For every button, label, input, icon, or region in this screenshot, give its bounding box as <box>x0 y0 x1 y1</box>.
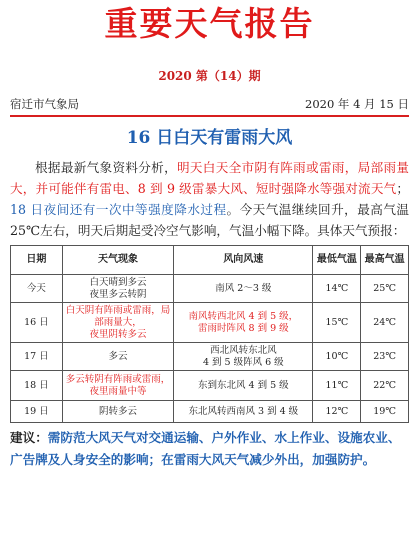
wind-cell: 南风转西北风 4 到 5 级， 雷雨时阵风 8 到 9 级 <box>174 303 313 343</box>
table-row <box>11 401 409 423</box>
date-cell: 今天 <box>11 275 63 303</box>
issue-date: 2020 年 4 月 15 日 <box>305 97 409 111</box>
table-row <box>11 343 409 371</box>
summary-paragraph <box>10 157 409 241</box>
wind-cell: 东到东北风 4 到 5 级 <box>174 371 313 401</box>
advice-label: 建议： <box>10 430 48 445</box>
summary-red-text: 明天白天全市阴有阵雨或雷雨，局部雨量大，并可能伴有雷电、8 到 9 级雷暴大风、短时强降水等强对流天气 <box>10 160 410 196</box>
headline: 16 日白天有雷雨大风 <box>126 128 293 148</box>
col-weather-header: 天气现象 <box>62 246 173 275</box>
high-temp-cell: 25℃ <box>361 275 409 303</box>
issue-number: 2020 第（14）期 <box>158 69 261 83</box>
forecast-table <box>10 245 409 423</box>
wind-cell: 西北风转东北风 4 到 5 级阵风 6 级 <box>174 343 313 371</box>
col-high-header: 最高气温 <box>361 246 409 275</box>
weather-cell: 阴转多云 <box>62 401 173 423</box>
date-cell: 19 日 <box>11 401 63 423</box>
table-row <box>11 275 409 303</box>
table-body <box>11 275 409 423</box>
report-title: 重要天气报告 <box>104 4 315 43</box>
low-temp-cell: 15℃ <box>313 303 361 343</box>
weather-cell: 白天阴有阵雨或雷雨，局部雨量大， 夜里阴转多云 <box>62 303 173 343</box>
col-date-header: 日期 <box>11 246 63 275</box>
advice-paragraph <box>10 427 409 471</box>
agency-name: 宿迁市气象局 <box>10 97 79 111</box>
high-temp-cell: 24℃ <box>361 303 409 343</box>
wind-cell: 东北风转西南风 3 到 4 级 <box>174 401 313 423</box>
low-temp-cell: 12℃ <box>313 401 361 423</box>
table-header-row <box>11 246 409 275</box>
meta-row <box>10 96 409 115</box>
table-row <box>11 303 409 343</box>
advice-text: 需防范大风天气对交通运输、户外作业、水上作业、设施农业、广告牌及人身安全的影响；在雷雨大风天气减少外出，加强防护。 <box>10 430 401 467</box>
date-cell: 16 日 <box>11 303 63 343</box>
weather-cell: 多云转阴有阵雨或雷雨，夜里雨量中等 <box>62 371 173 401</box>
weather-cell: 多云 <box>62 343 173 371</box>
summary-tail: 。今天气温继续回升，最高气温 25℃左右，明天后期起受冷空气影响，气温小幅下降。具体天气预报： <box>10 202 410 238</box>
low-temp-cell: 11℃ <box>313 371 361 401</box>
date-cell: 18 日 <box>11 371 63 401</box>
high-temp-cell: 22℃ <box>361 371 409 401</box>
weather-cell: 白天晴到多云 夜里多云转阴 <box>62 275 173 303</box>
summary-blue-text: 18 日夜间还有一次中等强度降水过程 <box>10 202 227 217</box>
high-temp-cell: 19℃ <box>361 401 409 423</box>
low-temp-cell: 14℃ <box>313 275 361 303</box>
wind-cell: 南风 2～3 级 <box>174 275 313 303</box>
table-row <box>11 371 409 401</box>
high-temp-cell: 23℃ <box>361 343 409 371</box>
col-wind-header: 风向风速 <box>174 246 313 275</box>
summary-intro: 根据最新气象资料分析， <box>35 160 177 175</box>
weather-report-page <box>0 4 419 538</box>
red-divider <box>10 115 409 117</box>
col-low-header: 最低气温 <box>313 246 361 275</box>
summary-sep: ； <box>396 181 409 196</box>
low-temp-cell: 10℃ <box>313 343 361 371</box>
date-cell: 17 日 <box>11 343 63 371</box>
